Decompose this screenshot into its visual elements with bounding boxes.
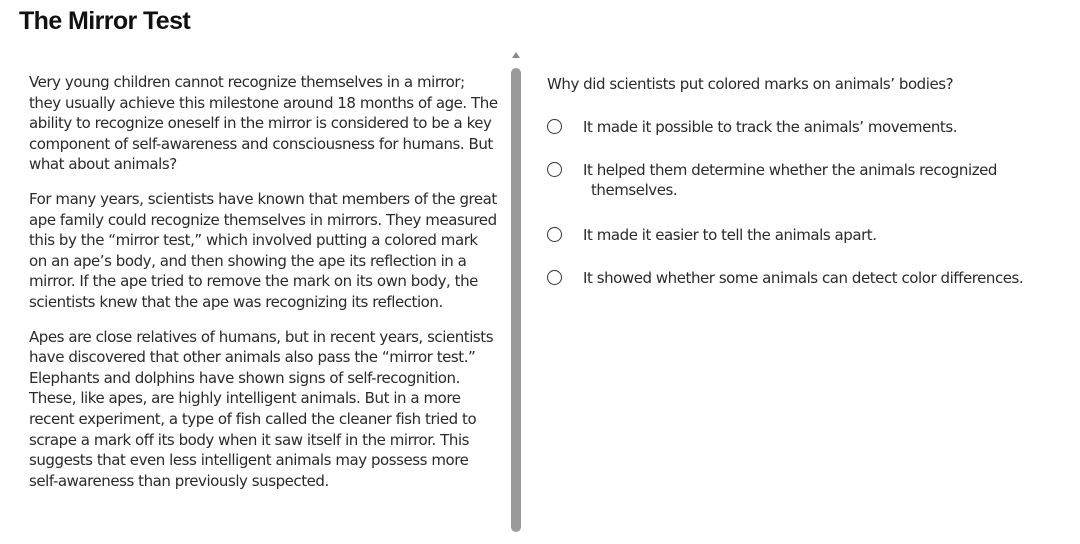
answer-option-2[interactable] (547, 160, 1057, 200)
answer-option-label: It showed whether some animals can detect color differences. (583, 269, 1024, 287)
page-title: The Mirror Test (19, 7, 191, 35)
answer-option-1[interactable] (547, 117, 1057, 137)
radio-button[interactable] (547, 270, 562, 285)
scrollbar-thumb[interactable] (511, 68, 521, 532)
question-prompt: Why did scientists put colored marks on animals’ bodies? (547, 75, 954, 93)
radio-button[interactable] (547, 119, 562, 134)
passage-paragraph-1: Very young children cannot recognize themselves in a mirror; they usually achieve this milestone around 18 months of age. The ability to recognize oneself in the mirror is considered to be a key component of self-awareness and consciousness for humans. But what about animals? (29, 73, 498, 174)
radio-button[interactable] (547, 227, 562, 242)
answer-option-4[interactable] (547, 268, 1057, 288)
answer-option-label: It made it possible to track the animals’ movements. (583, 118, 958, 136)
reading-passage (29, 72, 499, 505)
passage-scrollbar[interactable] (511, 68, 521, 532)
answer-option-3[interactable] (547, 225, 1057, 245)
passage-paragraph-3: Apes are close relatives of humans, but in recent years, scientists have discovered that other animals also pass the “mirror test.” Elephants and dolphins have shown signs of self-recognition. These, like apes, are highly intelligent animals. But in a more recent experiment, a type of fish called the cleaner fish tried to scrape a mark off its body when it saw itself in the mirror. This suggests that even less intelligent animals may possess more self-awareness than previously suspected. (29, 327, 494, 490)
scroll-up-arrow-icon[interactable] (512, 52, 520, 58)
passage-paragraph-2: For many years, scientists have known that members of the great ape family could recognize themselves in mirrors. They measured this by the “mirror test,” which involved putting a colored mark on an ape’s body, and then showing the ape its reflection in a mirror. If the ape tried to remove the mark on its own body, the scientists knew that the ape was recognizing its reflection. (29, 189, 497, 311)
answer-option-label: It made it easier to tell the animals apart. (583, 226, 877, 244)
radio-button[interactable] (547, 162, 562, 177)
answer-option-label: It helped them determine whether the animals recognized themselves. (583, 161, 997, 199)
